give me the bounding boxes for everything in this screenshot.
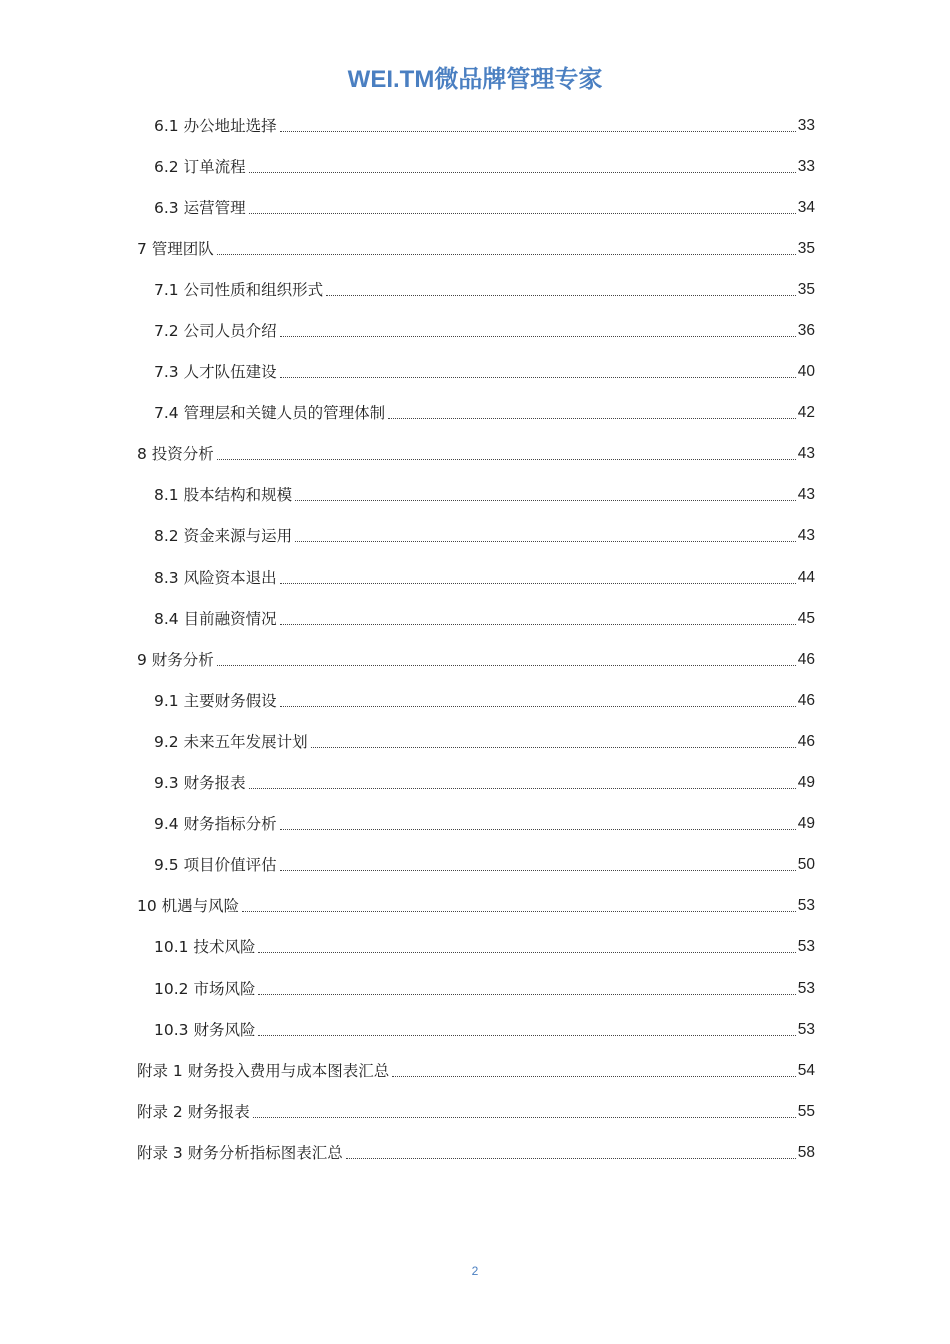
toc-dot-leader [217,650,796,670]
toc-entry-label: 7 管理团队 [137,239,214,258]
toc-entry-label: 9.5 项目价值评估 [154,856,277,875]
toc-dot-leader [242,896,796,916]
toc-dot-leader [258,1020,795,1040]
toc-entry-label: 附录 1 财务投入费用与成本图表汇总 [137,1061,390,1080]
toc-entry[interactable] [137,105,815,146]
toc-entry-label: 10.2 市场风险 [154,979,256,998]
toc-entry-label: 附录 3 财务分析指标图表汇总 [137,1143,343,1162]
toc-entry-label: 8.4 目前融资情况 [154,609,277,628]
toc-entry[interactable] [137,352,815,393]
toc-entry-page: 49 [797,774,815,792]
page-number: 2 [471,1264,479,1278]
toc-entry-page: 43 [797,445,815,463]
toc-entry[interactable] [137,557,815,598]
toc-entry-page: 35 [797,280,815,298]
toc-dot-leader [388,403,796,423]
toc-entry-label: 7.4 管理层和关键人员的管理体制 [154,404,386,423]
toc-entry-page: 58 [797,1143,815,1161]
toc-entry-label: 9.3 财务报表 [154,774,246,793]
toc-dot-leader [326,280,796,300]
toc-entry-page: 33 [797,157,815,175]
toc-dot-leader [280,814,796,834]
toc-entry-label: 8.2 资金来源与运用 [154,527,293,546]
toc-entry[interactable] [137,968,815,1009]
toc-dot-leader [280,362,796,382]
toc-entry-label: 10 机遇与风险 [137,897,240,916]
toc-entry-label: 9.1 主要财务假设 [154,691,277,710]
toc-dot-leader [280,691,796,711]
toc-dot-leader [249,157,796,177]
toc-entry-label: 8 投资分析 [137,445,214,464]
toc-entry-label: 6.2 订单流程 [154,157,246,176]
toc-entry-page: 42 [797,404,815,422]
toc-entry-label: 附录 2 财务报表 [137,1102,250,1121]
toc-entry-page: 54 [797,1061,815,1079]
toc-dot-leader [392,1061,796,1081]
toc-entry-label: 8.3 风险资本退出 [154,568,277,587]
toc-dot-leader [311,732,796,752]
toc-entry-page: 53 [797,979,815,997]
toc-entry[interactable] [137,269,815,310]
toc-entry[interactable] [137,1050,815,1091]
toc-entry-page: 46 [797,732,815,750]
toc-entry-page: 53 [797,897,815,915]
toc-entry-page: 36 [797,322,815,340]
toc-entry-page: 33 [797,116,815,134]
toc-entry-label: 9.4 财务指标分析 [154,815,277,834]
page-header-title: WEI.TM微品牌管理专家 [347,66,603,93]
toc-dot-leader [280,321,796,341]
toc-entry-label: 7.2 公司人员介绍 [154,322,277,341]
toc-dot-leader [253,1102,796,1122]
toc-dot-leader [217,444,796,464]
toc-entry-page: 46 [797,691,815,709]
toc-entry[interactable] [137,228,815,269]
toc-entry[interactable] [137,680,815,721]
toc-entry-label: 9.2 未来五年发展计划 [154,732,308,751]
toc-entry[interactable] [137,721,815,762]
toc-entry-label: 10.3 财务风险 [154,1020,256,1039]
toc-entry-page: 35 [797,239,815,257]
toc-entry-page: 55 [797,1102,815,1120]
toc-entry[interactable] [137,1009,815,1050]
toc-entry-label: 7.3 人才队伍建设 [154,363,277,382]
toc-entry-page: 53 [797,1020,815,1038]
toc-entry[interactable] [137,598,815,639]
toc-entry[interactable] [137,393,815,434]
toc-entry-page: 50 [797,856,815,874]
toc-entry[interactable] [137,146,815,187]
toc-entry-label: 6.1 办公地址选择 [154,116,277,135]
toc-entry[interactable] [137,475,815,516]
toc-entry[interactable] [137,187,815,228]
toc-entry-label: 8.1 股本结构和规模 [154,486,293,505]
toc-entry-label: 6.3 运营管理 [154,198,246,217]
toc-dot-leader [258,979,795,999]
toc-entry-page: 43 [797,486,815,504]
toc-entry-label: 7.1 公司性质和组织形式 [154,280,324,299]
toc-dot-leader [258,937,795,957]
toc-entry[interactable] [137,845,815,886]
toc-dot-leader [295,485,796,505]
toc-entry-page: 53 [797,938,815,956]
toc-entry[interactable] [137,639,815,680]
toc-entry-page: 43 [797,527,815,545]
toc-dot-leader [217,239,796,259]
toc-dot-leader [249,773,796,793]
table-of-contents [137,105,815,1173]
toc-entry[interactable] [137,886,815,927]
toc-entry[interactable] [137,1091,815,1132]
toc-entry-page: 49 [797,815,815,833]
toc-entry[interactable] [137,434,815,475]
toc-dot-leader [280,568,796,588]
toc-dot-leader [346,1143,796,1163]
toc-entry-page: 40 [797,363,815,381]
toc-dot-leader [249,198,796,218]
toc-entry-page: 46 [797,650,815,668]
toc-entry[interactable] [137,310,815,351]
toc-dot-leader [295,526,796,546]
toc-entry[interactable] [137,516,815,557]
toc-entry[interactable] [137,804,815,845]
toc-entry-page: 44 [797,568,815,586]
toc-entry-page: 45 [797,609,815,627]
toc-entry[interactable] [137,763,815,804]
toc-entry-page: 34 [797,198,815,216]
toc-dot-leader [280,609,796,629]
toc-entry-label: 9 财务分析 [137,650,214,669]
toc-entry[interactable] [137,927,815,968]
toc-entry[interactable] [137,1132,815,1173]
toc-dot-leader [280,855,796,875]
toc-entry-label: 10.1 技术风险 [154,938,256,957]
toc-dot-leader [280,116,796,136]
